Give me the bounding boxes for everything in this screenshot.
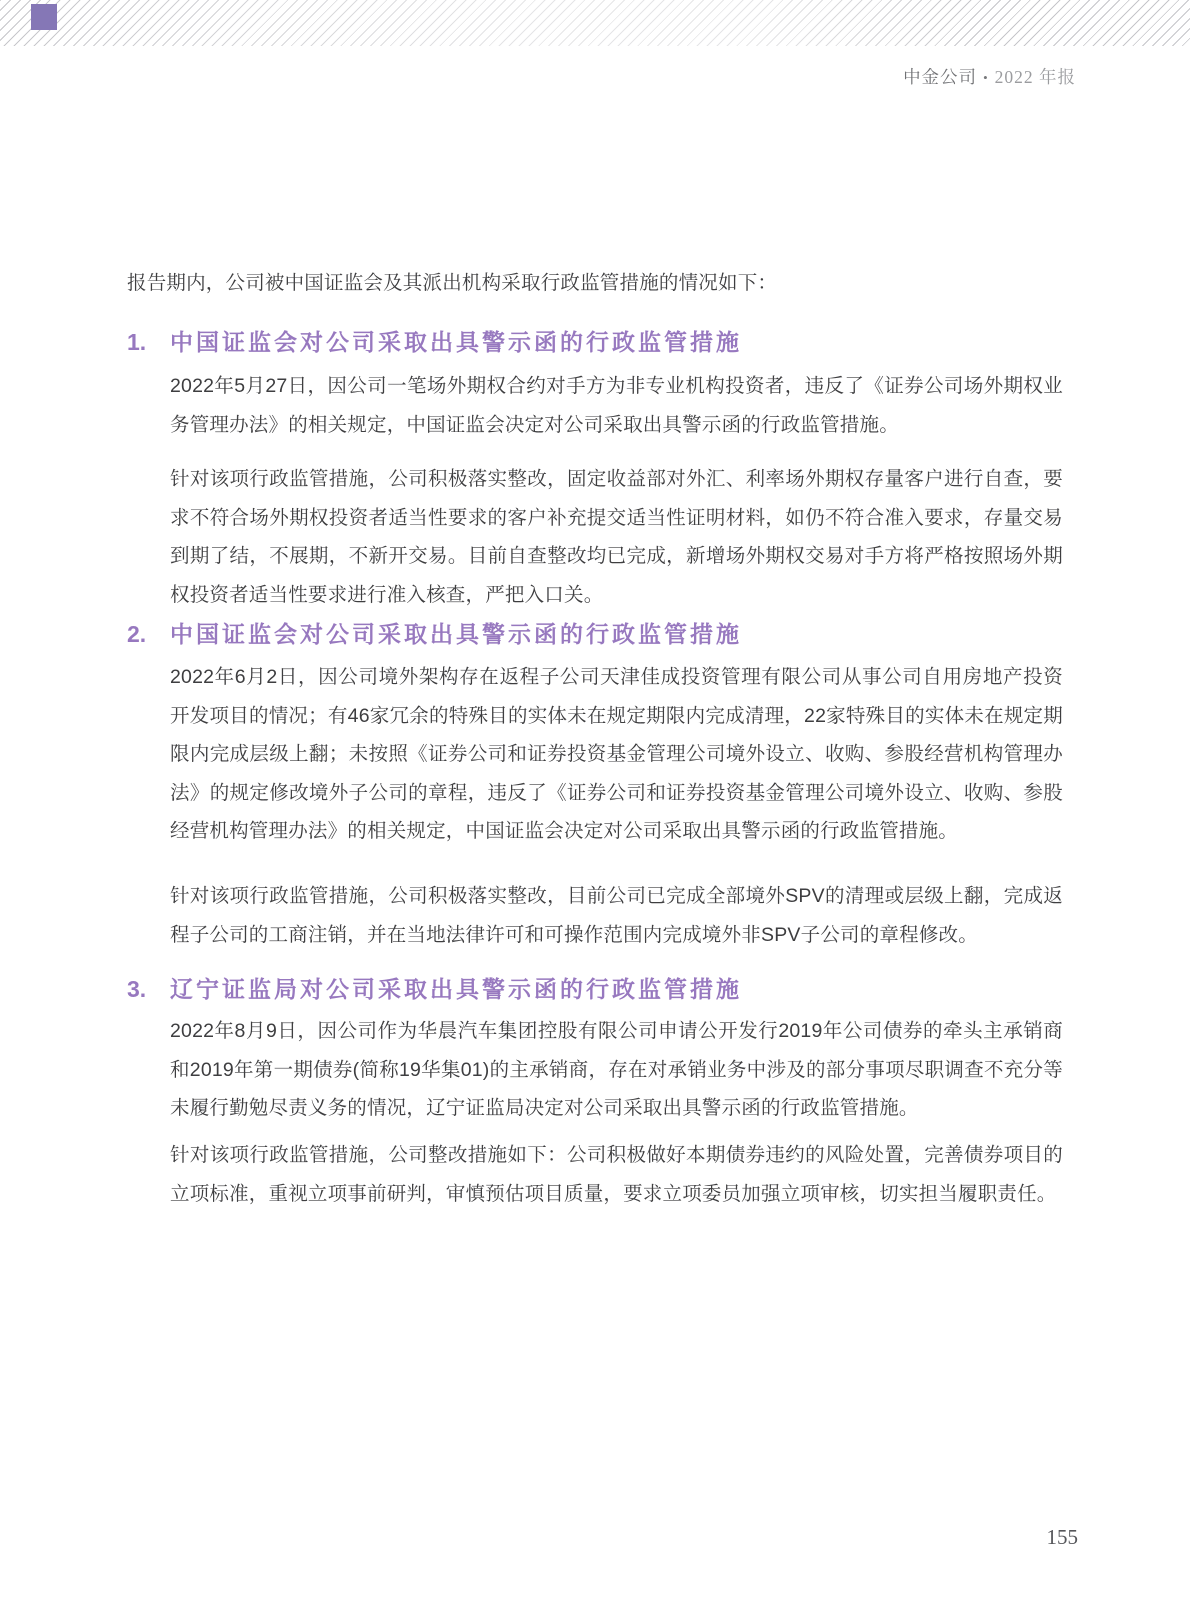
page-number: 155: [1046, 1525, 1078, 1549]
running-head-brand: 中金公司: [903, 67, 978, 87]
section-1-paragraph-2: 针对该项行政监管措施，公司积极落实整改，固定收益部对外汇、利率场外期权存量客户进行自查，要求不符合场外期权投资者适当性要求的客户补充提交适当性证明材料，如仍不符合准入要求，存量交易到期了结，不展期，不新开交易。目前自查整改均已完成，新增场外期权交易对手方将严格按照场外期权投资者适当性要求进行准入核查，严把入口关。: [170, 468, 1063, 606]
hatch-pattern-band: [0, 0, 1190, 46]
section-3-number: 3.: [127, 976, 147, 1002]
section-2-heading: [127, 620, 1087, 648]
brand-accent-square: [31, 4, 57, 30]
section-1-heading: [127, 328, 1087, 356]
intro-paragraph: 报告期内，公司被中国证监会及其派出机构采取行政监管措施的情况如下：: [127, 272, 778, 294]
running-head-edition: 2022 年报: [994, 67, 1076, 87]
section-2-paragraph-2: 针对该项行政监管措施，公司积极落实整改，目前公司已完成全部境外SPV的清理或层级上翻，完成返程子公司的工商注销，并在当地法律许可和可操作范围内完成境外非SPV子公司的章程修改。: [170, 885, 1063, 946]
section-1-title: 中国证监会对公司采取出具警示函的行政监管措施: [170, 329, 742, 355]
section-3-heading: [127, 975, 1087, 1003]
running-head-bullet-icon: •: [983, 70, 989, 85]
section-2-title: 中国证监会对公司采取出具警示函的行政监管措施: [170, 621, 742, 647]
section-3-paragraph-1: 2022年8月9日，因公司作为华晨汽车集团控股有限公司申请公开发行2019年公司债券的牵头主承销商和2019年第一期债券(简称19华集01)的主承销商，存在对承销业务中涉及的部分事项尽职调查不充分等未履行勤勉尽责义务的情况，辽宁证监局决定对公司采取出具警示函的行政监管措施。: [170, 1020, 1063, 1119]
section-3-title: 辽宁证监局对公司采取出具警示函的行政监管措施: [170, 976, 742, 1002]
section-2-number: 2.: [127, 621, 147, 647]
section-3-paragraph-2: 针对该项行政监管措施，公司整改措施如下：公司积极做好本期债券违约的风险处置，完善债券项目的立项标准，重视立项事前研判，审慎预估项目质量，要求立项委员加强立项审核，切实担当履职责任。: [170, 1144, 1063, 1205]
section-1-paragraph-1: 2022年5月27日，因公司一笔场外期权合约对手方为非专业机构投资者，违反了《证券公司场外期权业务管理办法》的相关规定，中国证监会决定对公司采取出具警示函的行政监管措施。: [170, 375, 1063, 436]
section-1-number: 1.: [127, 329, 147, 355]
running-head: [903, 66, 1076, 89]
section-2-paragraph-1: 2022年6月2日，因公司境外架构存在返程子公司天津佳成投资管理有限公司从事公司自用房地产投资开发项目的情况；有46家冗余的特殊目的实体未在规定期限内完成清理，22家特殊目的实体未在规定期限内完成层级上翻；未按照《证券公司和证券投资基金管理公司境外设立、收购、参股经营机构管理办法》的规定修改境外子公司的章程，违反了《证券公司和证券投资基金管理公司境外设立、收购、参股经营机构管理办法》的相关规定，中国证监会决定对公司采取出具警示函的行政监管措施。: [170, 666, 1063, 842]
